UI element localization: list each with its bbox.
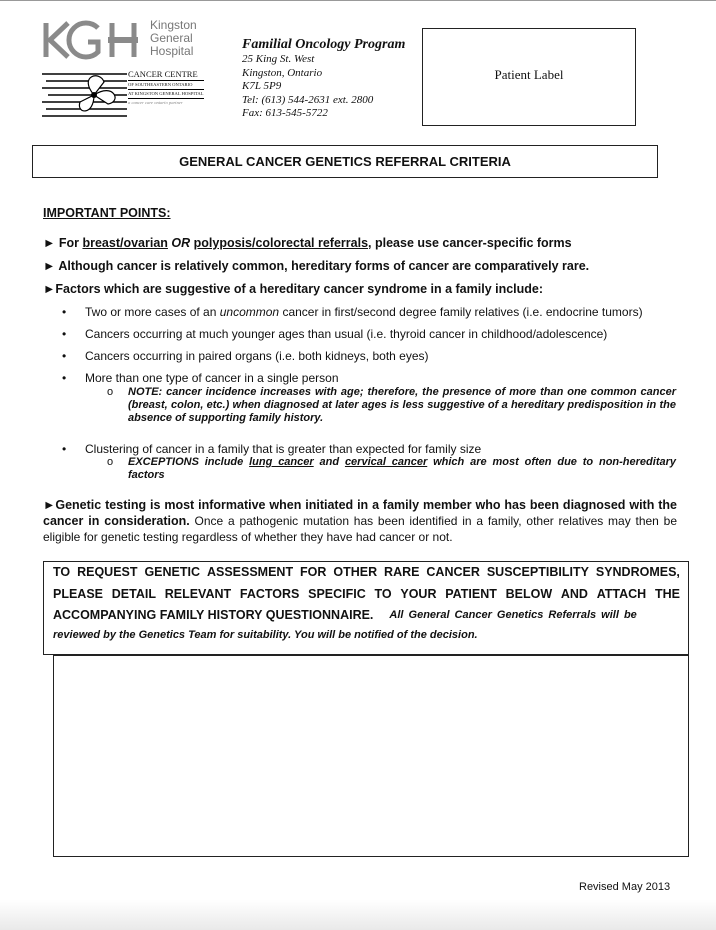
- bullet-icon: •: [62, 305, 67, 319]
- request-word: SPECIFIC: [308, 587, 366, 601]
- request-line: [53, 587, 680, 601]
- cancer-centre-logo-icon: [42, 70, 127, 120]
- request-review-note: reviewed by the Genetics Team for suitability. You will be notified of the decision.: [53, 629, 478, 641]
- genetic-testing-text: Once a pathogenic mutation has been identified in a family, other relatives may then be eligible for genetic testing regardless of whether they have had cancer or not.: [43, 514, 677, 544]
- request-word: TO: [374, 587, 392, 601]
- request-word: FACTORS: [239, 587, 300, 601]
- request-text: ACCOMPANYING FAMILY HISTORY QUESTIONNAIRE.: [53, 608, 374, 622]
- request-line: [53, 608, 680, 622]
- factor-note: NOTE: cancer incidence increases with age; therefore, the presence of more than one common cancer (breast, colon, etc.) when diagnosed at later ages is less suggestive of a hereditary predisposition in the absence of supporting family history.: [128, 386, 676, 424]
- request-word: BELOW: [505, 587, 553, 601]
- program-title: Familial Oncology Program: [242, 37, 406, 52]
- request-word: RARE: [384, 565, 420, 579]
- genetic-testing-paragraph: [43, 497, 677, 545]
- point-cancer-specific-forms: [43, 236, 572, 250]
- request-instructions-box: [43, 561, 689, 655]
- request-word: SYNDROMES,: [595, 565, 680, 579]
- polyposis-colorectal-text: polyposis/colorectal referrals: [193, 236, 369, 250]
- kgh-logo-icon: [42, 20, 142, 60]
- request-word: SUSCEPTIBILITY: [486, 565, 589, 579]
- form-title-box: [32, 145, 658, 178]
- address-line: Kingston, Ontario: [242, 66, 323, 79]
- address-line: 25 King St. West: [242, 53, 315, 65]
- note-text: and: [313, 456, 345, 468]
- factor-emphasis: uncommon: [219, 305, 280, 319]
- request-word: DETAIL: [111, 587, 156, 601]
- cancer-centre-tagline: a cancer care ontario partner: [128, 100, 183, 105]
- fax: Fax: 613-545-5722: [242, 107, 328, 119]
- page-top-border: [0, 0, 716, 1]
- factor-exceptions: [128, 456, 676, 482]
- hospital-name-line: Hospital: [150, 44, 194, 58]
- request-line: [53, 565, 680, 579]
- note-text: EXCEPTIONS include: [128, 456, 250, 468]
- cancer-centre-subtitle: AT KINGSTON GENERAL HOSPITAL: [128, 90, 204, 99]
- postal-code: K7L 5P9: [242, 80, 282, 92]
- factor-clustering: Clustering of cancer in a family that is greater than expected for family size: [85, 442, 482, 456]
- genetic-testing-bold: ►Genetic testing is most informative when initiated in a family member who has been diagnosed with the cancer in consideration.: [43, 498, 677, 528]
- hospital-name-line: General: [150, 31, 193, 45]
- page-bottom-shade: [0, 900, 716, 930]
- important-points-heading: IMPORTANT POINTS:: [43, 206, 171, 220]
- cancer-centre-name: [128, 69, 204, 105]
- cancer-centre-subtitle: OF SOUTHEASTERN ONTARIO: [128, 81, 204, 90]
- arrow-icon: ►: [43, 236, 56, 250]
- request-word: REQUEST: [77, 565, 138, 579]
- point-hereditary-rare: ► Although cancer is relatively common, hereditary forms of cancer are comparatively rare.: [43, 259, 590, 273]
- bullet-icon: •: [62, 442, 67, 456]
- factor-text: cancer in first/second degree family relatives (i.e. endocrine tumors): [279, 305, 643, 319]
- request-word: RELEVANT: [164, 587, 232, 601]
- bullet-icon: •: [62, 349, 67, 363]
- bullet-icon: •: [62, 371, 67, 385]
- hospital-name: [150, 19, 197, 58]
- request-word: PATIENT: [445, 587, 497, 601]
- point-text: OR: [167, 236, 194, 250]
- breast-ovarian-text: breast/ovarian: [82, 236, 168, 250]
- program-address-block: [242, 36, 405, 121]
- request-italic-text: All General Cancer Genetics Referrals will be: [389, 609, 637, 621]
- lung-cancer-text: lung cancer: [249, 456, 314, 468]
- sub-bullet-icon: o: [107, 386, 114, 398]
- request-word: AND: [560, 587, 588, 601]
- cancer-centre-title: CANCER CENTRE: [128, 69, 204, 81]
- patient-label-text: Patient Label: [494, 67, 564, 82]
- request-word: TO: [53, 565, 71, 579]
- factor-multiple-cancers: More than one type of cancer in a single person: [85, 371, 339, 385]
- factor-uncommon-cancer: [85, 305, 643, 319]
- request-word: ATTACH: [596, 587, 647, 601]
- point-text: , please use cancer-specific forms: [368, 236, 572, 250]
- request-word: YOUR: [400, 587, 437, 601]
- note-text: which are most often due to non-hereditary factors: [128, 456, 677, 481]
- cervical-cancer-text: cervical cancer: [344, 456, 428, 468]
- bullet-icon: •: [62, 327, 67, 341]
- point-factors-intro: ►Factors which are suggestive of a hereditary cancer syndrome in a family include:: [43, 282, 544, 296]
- request-word: GENETIC: [144, 565, 201, 579]
- request-word: OTHER: [333, 565, 378, 579]
- revision-date: Revised May 2013: [579, 881, 671, 893]
- relevant-factors-entry-box[interactable]: [53, 655, 689, 857]
- request-word: ASSESSMENT: [206, 565, 294, 579]
- request-word: PLEASE: [53, 587, 104, 601]
- factor-paired-organs: Cancers occurring in paired organs (i.e. both kidneys, both eyes): [85, 349, 429, 363]
- patient-label-box: [422, 28, 636, 126]
- factor-younger-ages: Cancers occurring at much younger ages than usual (i.e. thyroid cancer in childhood/adolescence): [85, 327, 608, 341]
- sub-bullet-icon: o: [107, 456, 114, 468]
- telephone: Tel: (613) 544-2631 ext. 2800: [242, 93, 374, 106]
- request-word: THE: [654, 587, 680, 601]
- hospital-name-line: Kingston: [150, 18, 197, 32]
- request-word: CANCER: [426, 565, 480, 579]
- request-word: FOR: [300, 565, 327, 579]
- form-title: GENERAL CANCER GENETICS REFERRAL CRITERIA: [179, 154, 511, 169]
- point-text: For: [58, 236, 83, 250]
- factor-text: Two or more cases of an: [85, 305, 220, 319]
